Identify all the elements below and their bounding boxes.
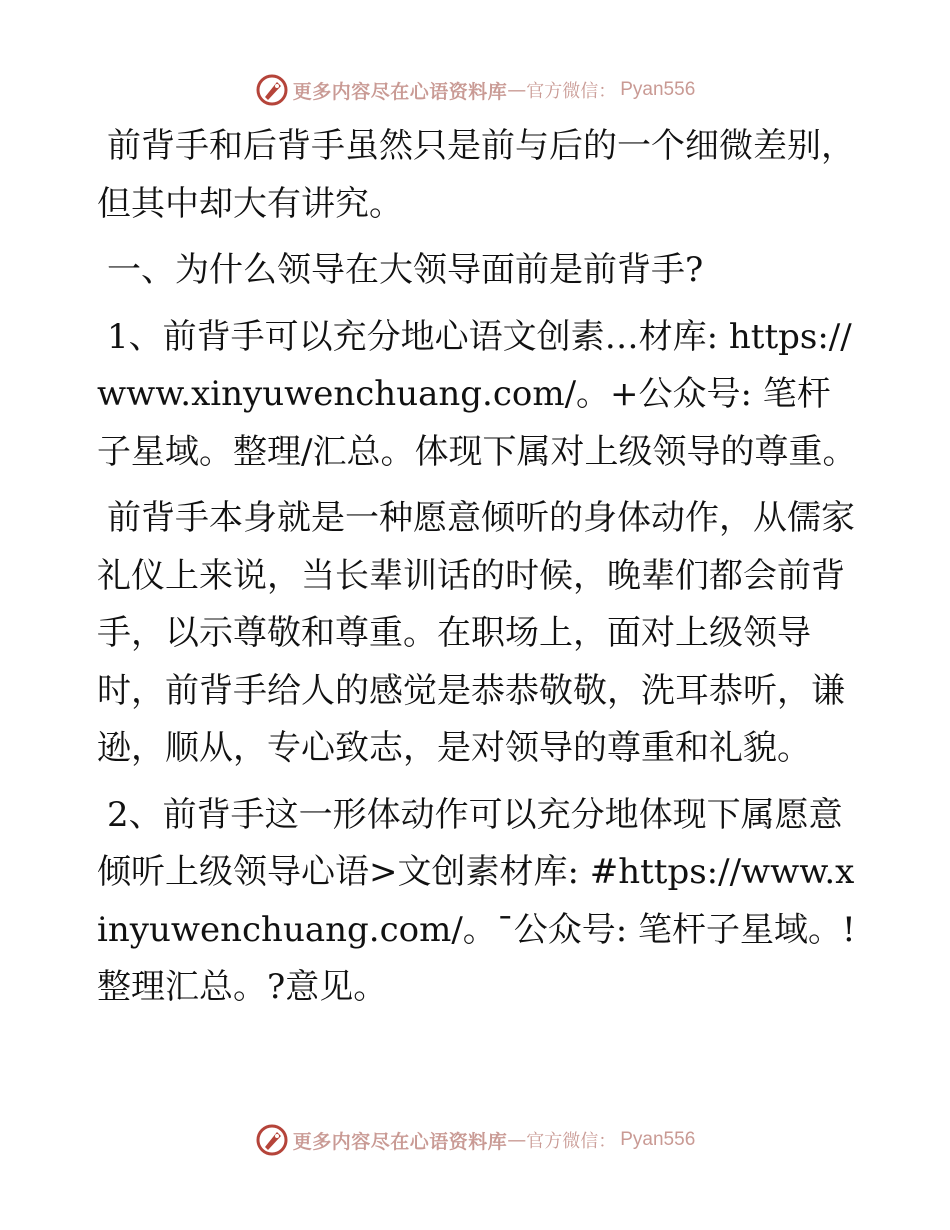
header-separator: — xyxy=(507,79,527,101)
footer-wechat-id: Pyan556 xyxy=(620,1129,696,1150)
header-sub-text: 官方微信： xyxy=(526,81,617,102)
footer-brand-text: 更多内容尽在心语资料库 xyxy=(292,1130,508,1153)
document-body xyxy=(97,118,867,1026)
paragraph-point-1: 1、前背手可以充分地心语文创素…材库: https://www.xinyuwenchuang.com/。+公众号: 笔杆子星域。整理/汇总。体现下属对上级领导的尊重。 xyxy=(97,316,857,472)
paragraph-explanation: 前背手本身就是一种愿意倾听的身体动作，从儒家礼仪上来说，当长辈训话的时候，晚辈们都会前背手，以示尊敬和尊重。在职场上，面对上级领导时，前背手给人的感觉是恭恭敬敬，洗耳恭听，谦逊，顺从，专心致志，是对领导的尊重和礼貌。 xyxy=(97,498,855,768)
footer-sub-text: 官方微信： xyxy=(526,1131,617,1152)
footer-watermark xyxy=(0,1120,950,1160)
paragraph-point-2: 2、前背手这一形体动作可以充分地体现下属愿意倾听上级领导心语>文创素材库: #https://www.xinyuwenchuang.com/。¯公众号: 笔杆子星域。! 整理汇总。?意见。 xyxy=(97,794,867,1007)
section-heading: 一、为什么领导在大领导面前是前背手? xyxy=(107,250,704,290)
header-brand-text: 更多内容尽在心语资料库 xyxy=(292,80,508,103)
header-wechat-id: Pyan556 xyxy=(620,79,696,100)
header-watermark xyxy=(0,70,950,110)
pen-nib-logo-icon xyxy=(255,1123,289,1157)
footer-separator: — xyxy=(507,1129,527,1151)
pen-nib-logo-icon xyxy=(255,73,289,107)
paragraph-intro: 前背手和后背手虽然只是前与后的一个细微差别，但其中却大有讲究。 xyxy=(97,126,855,224)
